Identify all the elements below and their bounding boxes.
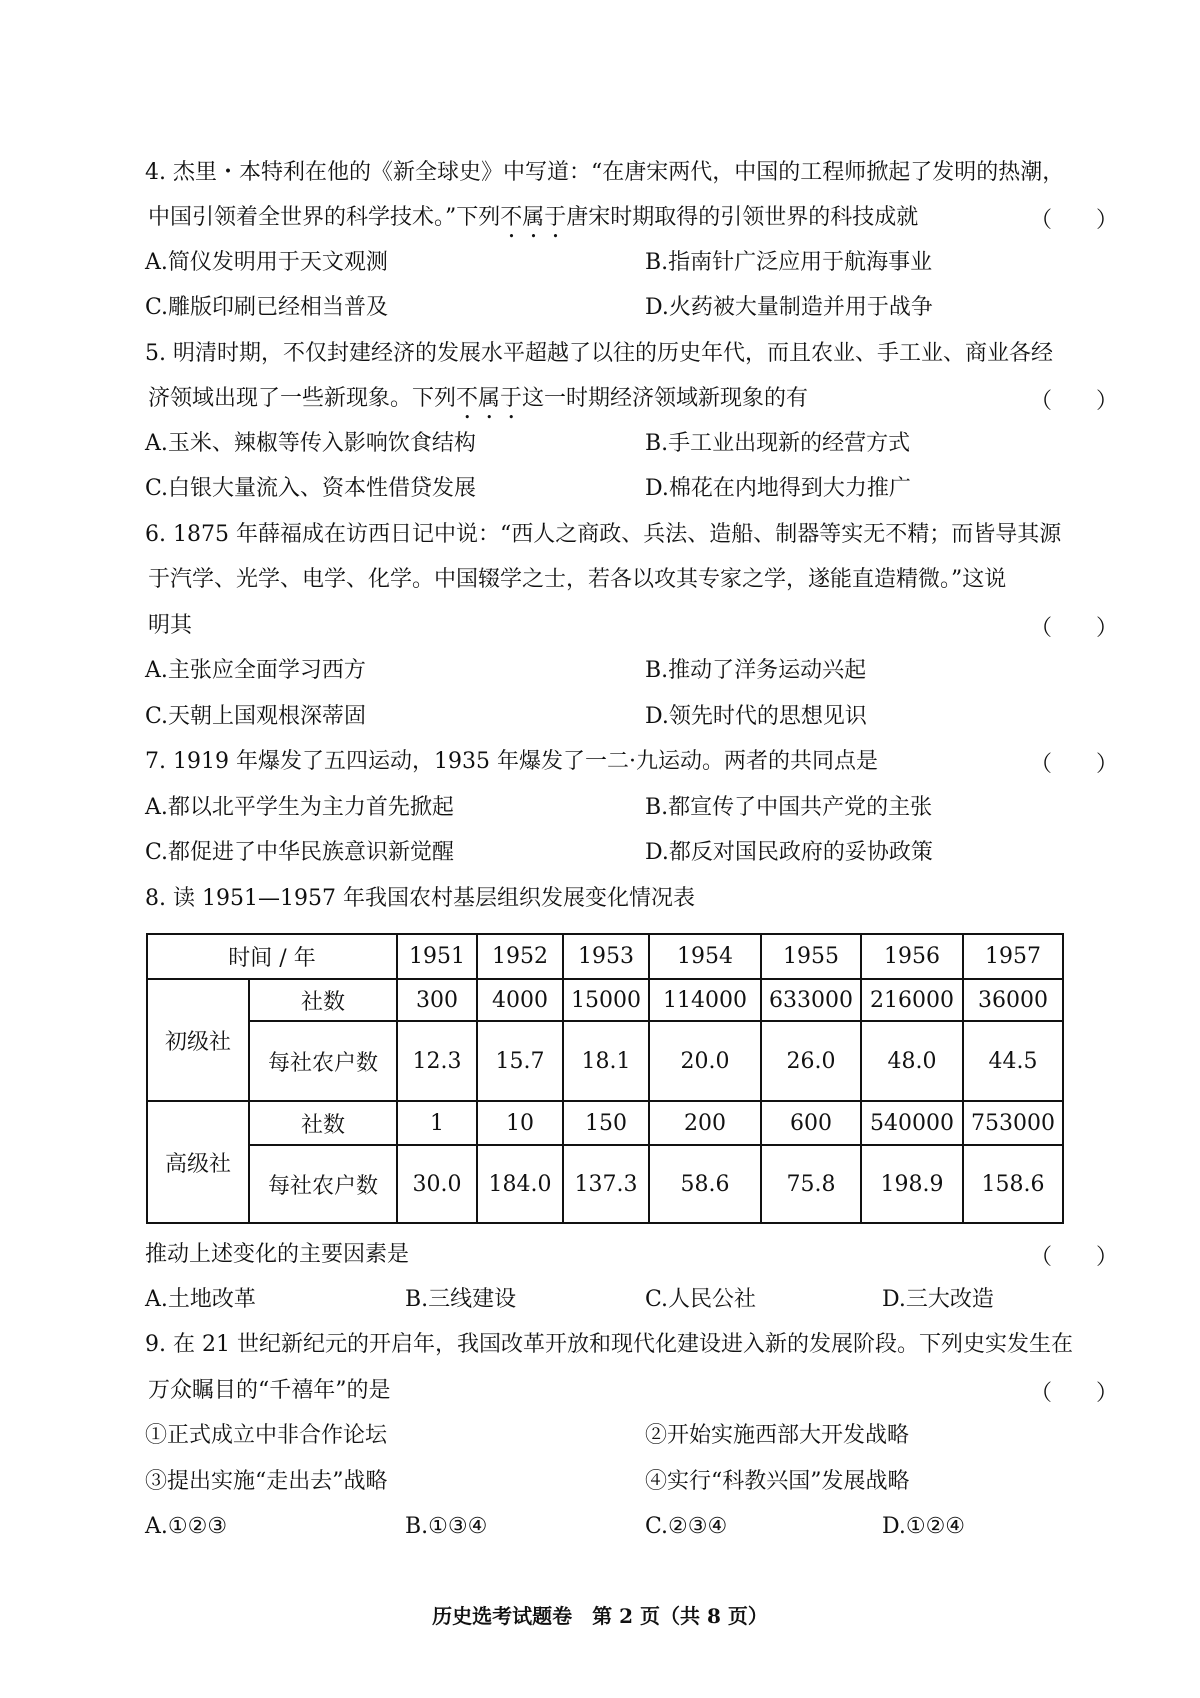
table-year: 1952	[477, 934, 563, 979]
q5-line2	[148, 384, 808, 424]
q5-line2-post: 这一时期经济领域新现象的有	[522, 386, 809, 411]
table-cell: 137.3	[563, 1145, 649, 1223]
q8-option-b[interactable]: B.三线建设	[405, 1287, 517, 1312]
table-year: 1955	[761, 934, 861, 979]
table-cell: 300	[397, 979, 477, 1021]
q9-item-1: ①正式成立中非合作论坛	[145, 1423, 388, 1448]
q4-line2	[148, 203, 918, 243]
q4-option-b[interactable]: B.指南针广泛应用于航海事业	[645, 250, 933, 275]
q9-line1: 9. 在 21 世纪新纪元的开启年，我国改革开放和现代化建设进入新的发展阶段。下列史实发生在	[145, 1332, 1073, 1357]
q8-option-d[interactable]: D.三大改造	[882, 1287, 994, 1312]
table-cell: 633000	[761, 979, 861, 1021]
q4-option-d[interactable]: D.火药被大量制造并用于战争	[645, 295, 933, 320]
table-row-label: 社数	[249, 979, 397, 1021]
q5-option-b[interactable]: B.手工业出现新的经营方式	[645, 431, 911, 456]
table-cell: 15000	[563, 979, 649, 1021]
table-cell: 150	[563, 1101, 649, 1145]
q6-option-c[interactable]: C.天朝上国观根深蒂固	[145, 704, 367, 729]
table-cell: 114000	[649, 979, 761, 1021]
table-header-label: 时间 / 年	[147, 934, 397, 979]
table-cell: 15.7	[477, 1021, 563, 1101]
table-cell: 20.0	[649, 1021, 761, 1101]
table-cell: 184.0	[477, 1145, 563, 1223]
page-footer: 历史选考试题卷 第 2 页（共 8 页）	[432, 1604, 768, 1628]
q6-line2: 于汽学、光学、电学、化学。中国辍学之士，若各以攻其专家之学，遂能直造精微。”这说	[148, 567, 1007, 592]
table-row	[147, 1145, 1063, 1223]
q4-line2-pre: 中国引领着全世界的科学技术。”下列	[148, 205, 501, 230]
q6-option-a[interactable]: A.主张应全面学习西方	[145, 658, 366, 683]
q6-option-b[interactable]: B.推动了洋务运动兴起	[645, 658, 867, 683]
table-cell: 44.5	[963, 1021, 1063, 1101]
table-year: 1954	[649, 934, 761, 979]
table-cell: 198.9	[861, 1145, 963, 1223]
table-row	[147, 979, 1063, 1021]
q4-answer-paren[interactable]: （ ）	[1030, 208, 1119, 233]
table-cell: 12.3	[397, 1021, 477, 1101]
q5-emphasis: 不属于	[456, 386, 523, 411]
table-group-name: 初级社	[147, 979, 249, 1101]
q6-option-d[interactable]: D.领先时代的思想见识	[645, 704, 867, 729]
table-cell: 48.0	[861, 1021, 963, 1101]
q5-option-a[interactable]: A.玉米、辣椒等传入影响饮食结构	[145, 431, 476, 456]
table-row	[147, 1021, 1063, 1101]
q9-option-d[interactable]: D.①②④	[882, 1514, 966, 1539]
q7-line1: 7. 1919 年爆发了五四运动，1935 年爆发了一二·九运动。两者的共同点是	[145, 749, 878, 774]
q4-emphasis: 不属于	[500, 205, 567, 230]
q9-option-b[interactable]: B.①③④	[405, 1514, 488, 1539]
q5-line1: 5. 明清时期，不仅封建经济的发展水平超越了以往的历史年代，而且农业、手工业、商业各经	[145, 341, 1053, 366]
q6-answer-paren[interactable]: （ ）	[1030, 616, 1119, 641]
table-year: 1953	[563, 934, 649, 979]
table-cell: 1	[397, 1101, 477, 1145]
q4-option-c[interactable]: C.雕版印刷已经相当普及	[145, 295, 389, 320]
q7-option-a[interactable]: A.都以北平学生为主力首先掀起	[145, 795, 454, 820]
q5-line2-pre: 济领域出现了一些新现象。下列	[148, 386, 457, 411]
q5-option-c[interactable]: C.白银大量流入、资本性借贷发展	[145, 476, 477, 501]
table-row-label: 每社农户数	[249, 1145, 397, 1223]
table-header-row	[147, 934, 1063, 979]
table-row-label: 社数	[249, 1101, 397, 1145]
table-cell: 200	[649, 1101, 761, 1145]
table-year: 1956	[861, 934, 963, 979]
q8-option-a[interactable]: A.土地改革	[145, 1287, 256, 1312]
table-cell: 26.0	[761, 1021, 861, 1101]
cooperative-table	[146, 933, 1064, 1224]
table-group-name: 高级社	[147, 1101, 249, 1223]
table-cell: 540000	[861, 1101, 963, 1145]
q4-line2-post: 唐宋时期取得的引领世界的科技成就	[566, 205, 919, 230]
table-cell: 36000	[963, 979, 1063, 1021]
table-cell: 75.8	[761, 1145, 861, 1223]
table-cell: 216000	[861, 979, 963, 1021]
table-cell: 30.0	[397, 1145, 477, 1223]
table-cell: 4000	[477, 979, 563, 1021]
table-cell: 753000	[963, 1101, 1063, 1145]
q9-item-2: ②开始实施西部大开发战略	[645, 1423, 910, 1448]
q9-option-a[interactable]: A.①②③	[145, 1514, 228, 1539]
q9-item-3: ③提出实施“走出去”战略	[145, 1469, 388, 1494]
q7-option-d[interactable]: D.都反对国民政府的妥协政策	[645, 840, 933, 865]
q9-item-4: ④实行“科教兴国”发展战略	[645, 1469, 910, 1494]
q8-option-c[interactable]: C.人民公社	[645, 1287, 757, 1312]
q6-line1: 6. 1875 年薛福成在访西日记中说：“西人之商政、兵法、造船、制器等实无不精；而皆导其源	[145, 522, 1062, 547]
q9-option-c[interactable]: C.②③④	[645, 1514, 728, 1539]
table-row-label: 每社农户数	[249, 1021, 397, 1101]
q8-answer-paren[interactable]: （ ）	[1030, 1245, 1119, 1270]
q5-option-d[interactable]: D.棉花在内地得到大力推广	[645, 476, 911, 501]
table-cell: 158.6	[963, 1145, 1063, 1223]
q9-answer-paren[interactable]: （ ）	[1030, 1381, 1119, 1406]
q9-line2: 万众瞩目的“千禧年”的是	[148, 1378, 391, 1403]
q8-line1: 8. 读 1951—1957 年我国农村基层组织发展变化情况表	[145, 886, 695, 911]
q7-answer-paren[interactable]: （ ）	[1030, 752, 1119, 777]
table-cell: 18.1	[563, 1021, 649, 1101]
q7-option-c[interactable]: C.都促进了中华民族意识新觉醒	[145, 840, 455, 865]
q8-question: 推动上述变化的主要因素是	[145, 1242, 410, 1267]
table-cell: 10	[477, 1101, 563, 1145]
table-cell: 58.6	[649, 1145, 761, 1223]
table-row	[147, 1101, 1063, 1145]
q4-line1: 4. 杰里・本特利在他的《新全球史》中写道：“在唐宋两代，中国的工程师掀起了发明的热潮，	[145, 160, 1065, 185]
table-year: 1957	[963, 934, 1063, 979]
q7-option-b[interactable]: B.都宣传了中国共产党的主张	[645, 795, 933, 820]
q6-line3: 明其	[148, 613, 193, 638]
table-cell: 600	[761, 1101, 861, 1145]
q5-answer-paren[interactable]: （ ）	[1030, 389, 1119, 414]
q4-option-a[interactable]: A.简仪发明用于天文观测	[145, 250, 388, 275]
table-year: 1951	[397, 934, 477, 979]
